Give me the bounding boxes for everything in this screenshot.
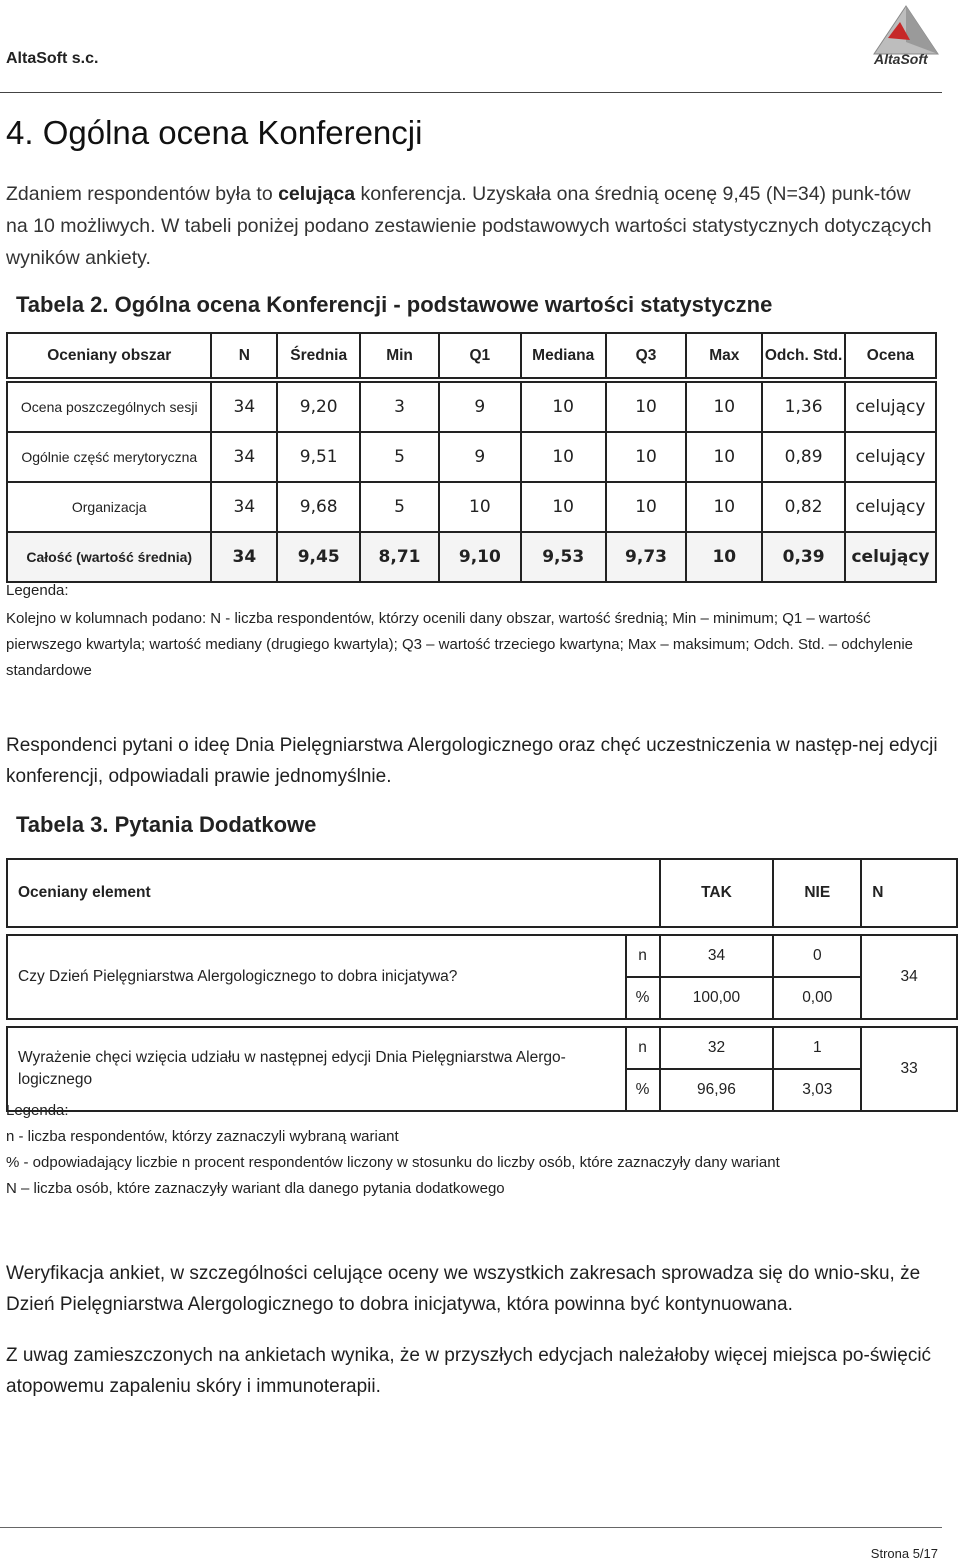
cell: 10 <box>521 382 606 432</box>
cell: 96,96 <box>660 1069 774 1111</box>
cell: 10 <box>606 482 687 532</box>
cell: 9,73 <box>606 532 687 582</box>
table-header-row <box>7 333 936 378</box>
row-spacer <box>7 1019 957 1027</box>
header-cell: Ocena <box>845 333 936 378</box>
cell: 9 <box>439 432 521 482</box>
cell: 0,82 <box>762 482 845 532</box>
table3-legend-line: N – liczba osób, które zaznaczyły wariant dla danego pytania dodatkowego <box>6 1180 505 1197</box>
header-cell: N <box>211 333 277 378</box>
cell: 0 <box>773 935 861 977</box>
cell: 34 <box>211 432 277 482</box>
cell: 1,36 <box>762 382 845 432</box>
cell: 34 <box>211 382 277 432</box>
header-divider <box>0 92 942 93</box>
cell: 1 <box>773 1027 861 1069</box>
cell: 0,89 <box>762 432 845 482</box>
header-cell: Q1 <box>439 333 521 378</box>
table3-legend-line: n - liczba respondentów, którzy zaznaczyli wybraną wariant <box>6 1128 399 1145</box>
cell-label: % <box>626 977 660 1019</box>
cell-area: Ocena poszczególnych sesji <box>7 382 211 432</box>
altasoft-logo <box>860 4 942 68</box>
svg-text:AltaSoft: AltaSoft <box>874 51 928 67</box>
cell: 34 <box>211 532 277 582</box>
header-cell: Odch. Std. <box>762 333 845 378</box>
cell-grade: celujący <box>845 382 936 432</box>
cell: 9,53 <box>521 532 606 582</box>
cell: 9,68 <box>277 482 360 532</box>
spacer-cell <box>7 927 957 935</box>
cell: 9,51 <box>277 432 360 482</box>
cell-total: 33 <box>861 1027 957 1111</box>
cell-area: Całość (wartość średnia) <box>7 532 211 582</box>
page-header <box>0 0 960 94</box>
table-total-row <box>7 532 936 582</box>
table3-legend-title: Legenda: <box>6 1102 69 1119</box>
company-name: AltaSoft s.c. <box>6 50 99 67</box>
header-cell: Średnia <box>277 333 360 378</box>
table2-legend-title: Legenda: <box>6 582 69 599</box>
intro-paragraph <box>6 178 936 274</box>
row-spacer <box>7 927 957 935</box>
cell: 9 <box>439 382 521 432</box>
cell: 9,20 <box>277 382 360 432</box>
cell-area: Organizacja <box>7 482 211 532</box>
header-cell: Oceniany element <box>7 859 660 927</box>
cell: 5 <box>360 482 439 532</box>
cell: 10 <box>521 482 606 532</box>
table2-caption: Tabela 2. Ogólna ocena Konferencji - podstawowe wartości statystyczne <box>16 292 773 317</box>
cell: 5 <box>360 432 439 482</box>
cell-total: 34 <box>861 935 957 1019</box>
cell: 10 <box>686 532 762 582</box>
intro-part2: konferencja. Uzyskała ona średnią ocenę 9,45 (N=34) punk-tów na 10 możliwych. W tabeli poniżej podano zestawienie podstawowych wartości statystycznych dotyczących wyników ankiety. <box>6 183 932 269</box>
cell: 10 <box>686 482 762 532</box>
cell: 0,39 <box>762 532 845 582</box>
cell-area: Ogólnie część merytoryczna <box>7 432 211 482</box>
cell: 3 <box>360 382 439 432</box>
header-cell: TAK <box>660 859 774 927</box>
footer-divider <box>0 1527 942 1528</box>
header-cell: Min <box>360 333 439 378</box>
table3-caption: Tabela 3. Pytania Dodatkowe <box>16 812 317 837</box>
cell-label: n <box>626 1027 660 1069</box>
question-cell: Wyrażenie chęci wzięcia udziału w następnej edycji Dnia Pielęgniarstwa Alergo-logicznego <box>7 1027 626 1111</box>
cell-label: n <box>626 935 660 977</box>
table-header-row <box>7 859 957 927</box>
cell: 10 <box>606 382 687 432</box>
cell: 10 <box>606 432 687 482</box>
table-row <box>7 482 936 532</box>
intro-part1: Zdaniem respondentów była to <box>6 183 279 205</box>
paragraph-remarks: Z uwag zamieszczonych na ankietach wynika, że w przyszłych edycjach należałoby więcej miejsca po-święcić atopowemu zapaleniu skóry i immunoterapii. <box>6 1345 932 1397</box>
cell: 10 <box>686 382 762 432</box>
paragraph-verification: Weryfikacja ankiet, w szczególności celujące oceny we wszystkich zakresach sprowadza się do wnio-sku, że Dzień Pielęgniarstwa Alergologicznego to dobra inicjatywa, która powinna być kontynuowana. <box>6 1263 921 1315</box>
cell: 10 <box>521 432 606 482</box>
cell: 32 <box>660 1027 774 1069</box>
cell: 10 <box>686 432 762 482</box>
header-cell: Oceniany obszar <box>7 333 211 378</box>
cell-grade: celujący <box>845 532 936 582</box>
cell: 3,03 <box>773 1069 861 1111</box>
header-cell: Q3 <box>606 333 687 378</box>
spacer-cell <box>7 1019 957 1027</box>
additional-questions-table <box>6 858 958 1112</box>
cell: 34 <box>660 935 774 977</box>
cell: 8,71 <box>360 532 439 582</box>
question-cell: Czy Dzień Pielęgniarstwa Alergologicznego to dobra inicjatywa? <box>7 935 626 1019</box>
paragraph-respondents: Respondenci pytani o ideę Dnia Pielęgniarstwa Alergologicznego oraz chęć uczestniczenia w następ-nej edycji konferencji, odpowiadali prawie jednomyślnie. <box>6 735 938 787</box>
table-row <box>7 935 957 977</box>
table2-legend-text: Kolejno w kolumnach podano: N - liczba respondentów, którzy ocenili dany obszar, wartość średnią; Min – minimum; Q1 – wartość pierwszego kwartyla; wartość mediany (drugiego kwartyla); Q3 – wartość trzeciego kwartyna; Max – maksimum; Odch. Std. – odchylenie standardowe <box>6 610 914 679</box>
cell: 9,45 <box>277 532 360 582</box>
cell: 10 <box>439 482 521 532</box>
table-row <box>7 1027 957 1069</box>
table-row <box>7 382 936 432</box>
cell: 9,10 <box>439 532 521 582</box>
page-number: Strona 5/17 <box>870 1546 938 1561</box>
header-cell: NIE <box>773 859 861 927</box>
header-cell: Mediana <box>521 333 606 378</box>
section-title: 4. Ogólna ocena Konferencji <box>6 114 423 151</box>
cell: 100,00 <box>660 977 774 1019</box>
stats-table <box>6 332 937 583</box>
cell: 0,00 <box>773 977 861 1019</box>
cell-grade: celujący <box>845 482 936 532</box>
header-cell: N <box>861 859 957 927</box>
cell: 34 <box>211 482 277 532</box>
intro-emphasis: celująca <box>278 183 356 205</box>
cell-grade: celujący <box>845 432 936 482</box>
cell-label: % <box>626 1069 660 1111</box>
table-row <box>7 432 936 482</box>
header-cell: Max <box>686 333 762 378</box>
table3-legend-line: % - odpowiadający liczbie n procent respondentów liczony w stosunku do liczby osób, które zaznaczyły dany wariant <box>6 1154 780 1171</box>
